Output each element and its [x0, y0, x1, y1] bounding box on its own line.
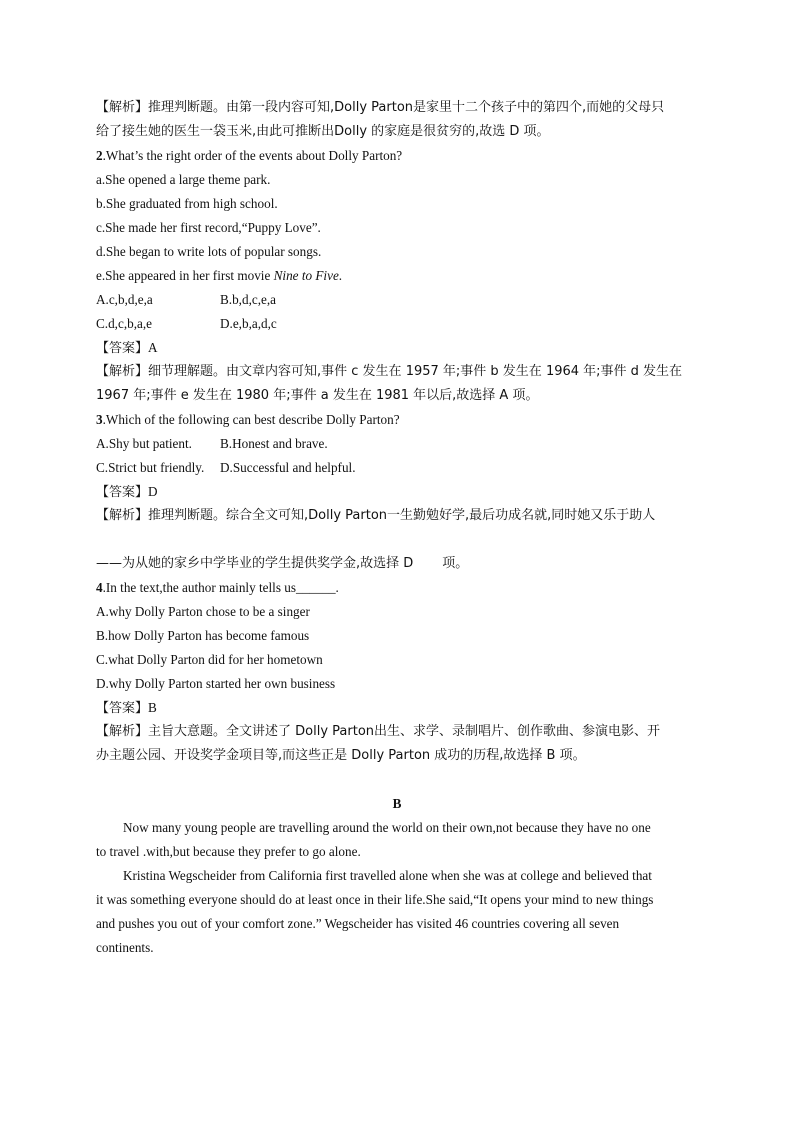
q3-options-row2	[96, 456, 698, 480]
q2-answer: 【答案】A	[96, 340, 158, 356]
passage-p2-line1: Kristina Wegscheider from California first travelled alone when she was at college and believed that	[123, 868, 652, 883]
q1-analysis-line2: 给了接生她的医生一袋玉米,由此可推断出Dolly 的家庭是很贫穷的,故选 D 项。	[96, 124, 550, 139]
q2-event-d: d.She began to write lots of popular songs.	[96, 244, 322, 259]
q4-analysis-line2: 办主题公园、开设奖学金项目等,而这些正是 Dolly Parton 成功的历程,故选择 B 项。	[96, 748, 586, 763]
q3-option-d: D.Successful and helpful.	[220, 460, 356, 475]
q3-stem: 3.Which of the following can best describe Dolly Parton?	[96, 412, 400, 427]
passage-p1-line2: to travel .with,but because they prefer to go alone.	[96, 844, 361, 859]
q3-analysis-line2: ——为从她的家乡中学毕业的学生提供奖学金,故选择 D 项。	[96, 556, 469, 571]
q2-stem: 2.What’s the right order of the events about Dolly Parton?	[96, 148, 403, 163]
q3-option-b: B.Honest and brave.	[220, 436, 328, 451]
movie-title: Nine to Five	[273, 268, 339, 283]
document-page	[96, 96, 698, 960]
q3-analysis-line1: 【解析】推理判断题。综合全文可知,Dolly Parton一生勤勉好学,最后功成名就,同时她又乐于助人	[96, 508, 656, 523]
q4-option-c: C.what Dolly Parton did for her hometown	[96, 652, 323, 667]
q2-option-a: A.c,b,d,e,a	[96, 292, 153, 307]
q4-stem: 4.In the text,the author mainly tells us______.	[96, 580, 339, 595]
q3-answer: 【答案】D	[96, 484, 158, 500]
section-heading: B	[392, 796, 402, 811]
q2-event-a: a.She opened a large theme park.	[96, 172, 271, 187]
q2-option-b: B.b,d,c,e,a	[220, 292, 277, 307]
q3-options-row1	[96, 432, 698, 456]
q4-option-b: B.how Dolly Parton has become famous	[96, 628, 310, 643]
passage-p2-line2: it was something everyone should do at least once in their life.She said,“It opens your mind to new things	[96, 892, 654, 907]
q3-option-a: A.Shy but patient.	[96, 436, 192, 451]
q2-option-d: D.e,b,a,d,c	[220, 316, 277, 331]
q2-options-row2	[96, 312, 698, 336]
q2-options-row1	[96, 288, 698, 312]
analysis-tag: 【解析】	[96, 100, 149, 115]
passage-p2-line4: continents.	[96, 940, 154, 955]
q2-option-c: C.d,c,b,a,e	[96, 316, 153, 331]
q4-analysis-line1: 【解析】主旨大意题。全文讲述了 Dolly Parton出生、求学、录制唱片、创作歌曲、参演电影、开	[96, 724, 661, 739]
q1-analysis-line1: 【解析】推理判断题。由第一段内容可知,Dolly Parton是家里十二个孩子中的第四个,而她的父母只	[96, 100, 665, 115]
q2-analysis-line1: 【解析】细节理解题。由文章内容可知,事件 c 发生在 1957 年;事件 b 发生在 1964 年;事件 d 发生在	[96, 364, 683, 379]
q4-option-d: D.why Dolly Parton started her own business	[96, 676, 336, 691]
q2-analysis-line2: 1967 年;事件 e 发生在 1980 年;事件 a 发生在 1981 年以后,故选择 A 项。	[96, 388, 539, 403]
q4-answer: 【答案】B	[96, 700, 157, 716]
q4-option-a: A.why Dolly Parton chose to be a singer	[96, 604, 310, 619]
passage-p1-line1: Now many young people are travelling around the world on their own,not because they have no one	[123, 820, 651, 835]
q3-option-c: C.Strict but friendly.	[96, 460, 205, 475]
q2-event-b: b.She graduated from high school.	[96, 196, 278, 211]
q2-event-c: c.She made her first record,“Puppy Love”.	[96, 220, 321, 235]
q2-event-e: e.She appeared in her first movie Nine to Five.	[96, 268, 343, 283]
passage-p2-line3: and pushes you out of your comfort zone.” Wegscheider has visited 46 countries covering all seven	[96, 916, 620, 931]
